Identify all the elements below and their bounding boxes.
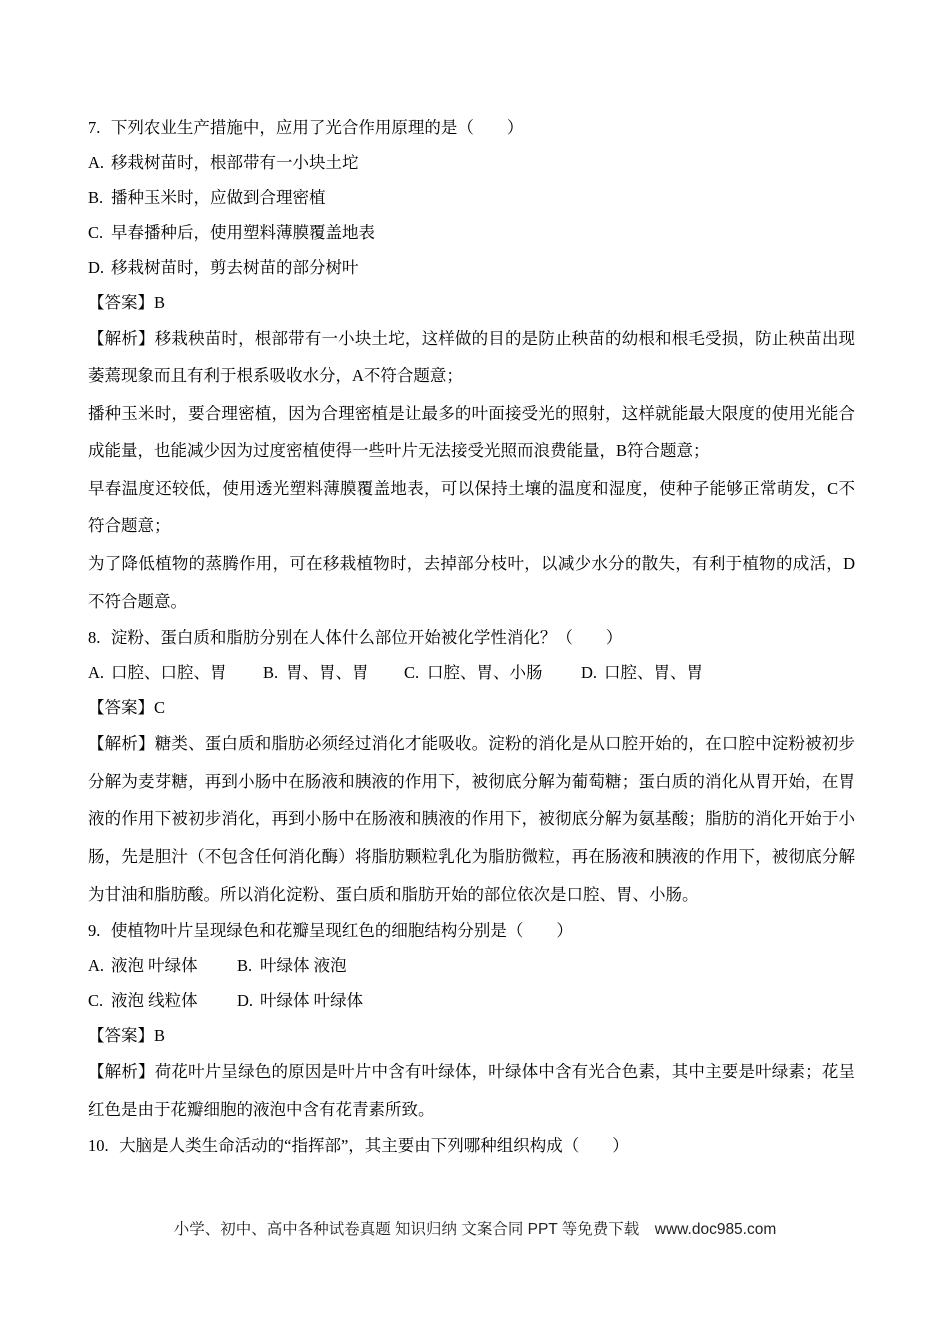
question-stem-line (88, 913, 855, 948)
question-number: 9. (88, 921, 101, 941)
question-10 (88, 1128, 855, 1163)
option-letter: B. (263, 663, 279, 683)
analysis (88, 725, 855, 913)
option-letter: A. (88, 152, 105, 172)
question-7 (88, 110, 855, 621)
option-text: 移栽树苗时，根部带有一小块土坨 (111, 152, 359, 172)
question-number: 8. (88, 628, 101, 648)
option-letter: C. (88, 222, 104, 242)
option-c (88, 215, 855, 250)
option-d (237, 983, 363, 1018)
option-text: 叶绿体 液泡 (260, 956, 347, 976)
option-text: 胃、胃、胃 (286, 663, 369, 683)
option-d (88, 250, 855, 285)
question-stem-line (88, 1128, 855, 1163)
option-letter: D. (88, 257, 105, 277)
options-row (88, 948, 855, 983)
option-a (88, 948, 198, 983)
answer-value: C (154, 698, 166, 718)
option-letter: C. (404, 663, 420, 683)
answer-label: 【答案】 (88, 1026, 154, 1046)
option-b (88, 180, 855, 215)
answer-line (88, 1018, 855, 1053)
options-row (88, 983, 855, 1018)
option-a (88, 655, 227, 690)
question-stem: 使植物叶片呈现绿色和花瓣呈现红色的细胞结构分别是（ ） (110, 921, 573, 941)
option-text: 播种玉米时，应做到合理密植 (111, 187, 326, 207)
option-text: 早春播种后，使用塑料薄膜覆盖地表 (111, 222, 375, 242)
option-letter: D. (237, 991, 254, 1011)
question-number: 10. (88, 1136, 109, 1156)
document-body (88, 110, 855, 1164)
question-stem-line (88, 110, 855, 145)
question-stem: 下列农业生产措施中，应用了光合作用原理的是（ ） (110, 117, 524, 137)
question-stem: 大脑是人类生命活动的“指挥部”，其主要由下列哪种组织构成（ ） (119, 1136, 629, 1156)
question-stem-line (88, 620, 855, 655)
analysis-line: 红色是由于花瓣细胞的液泡中含有花青素所致。 (88, 1099, 435, 1119)
option-letter: B. (237, 956, 253, 976)
option-letter: C. (88, 991, 104, 1011)
answer-line (88, 285, 855, 320)
question-9 (88, 913, 855, 1128)
answer-value: B (154, 1026, 166, 1046)
analysis-line (88, 1053, 855, 1091)
answer-label: 【答案】 (88, 698, 154, 718)
option-text: 口腔、口腔、胃 (111, 663, 227, 683)
analysis-line: 早春温度还较低，使用透光塑料薄膜覆盖地表，可以保持土壤的温度和湿度，使种子能够正常萌发，C不 (88, 478, 855, 498)
analysis-line: 为甘油和脂肪酸。所以消化淀粉、蛋白质和脂肪开始的部位依次是口腔、胃、小肠。 (88, 884, 699, 904)
page-footer: 小学、初中、高中各种试卷真题 知识归纳 文案合同 PPT 等免费下载 www.doc985.com (173, 1221, 777, 1238)
analysis (88, 320, 855, 621)
answer-value: B (154, 292, 166, 312)
analysis-line (88, 725, 855, 763)
analysis-text: 糖类、蛋白质和脂肪必须经过消化才能吸收。淀粉的消化是从口腔开始的，在口腔中淀粉被初步 (154, 734, 856, 754)
option-text: 叶绿体 叶绿体 (260, 991, 364, 1011)
option-text: 移栽树苗时，剪去树苗的部分树叶 (111, 257, 359, 277)
answer-line (88, 690, 855, 725)
option-text: 液泡 线粒体 (111, 991, 198, 1011)
analysis-line: 液的作用下被初步消化，再到小肠中在肠液和胰液的作用下，被彻底分解为氨基酸；脂肪的消化开始于小 (88, 809, 855, 829)
question-8 (88, 620, 855, 913)
option-letter: D. (581, 663, 598, 683)
question-number: 7. (88, 117, 101, 137)
analysis-line: 符合题意； (88, 516, 171, 536)
analysis-text: 荷花叶片呈绿色的原因是叶片中含有叶绿体，叶绿体中含有光合色素，其中主要是叶绿素；花呈 (154, 1062, 856, 1082)
analysis-line: 成能量，也能减少因为过度密植使得一些叶片无法接受光照而浪费能量，B符合题意； (88, 441, 710, 461)
option-a (88, 145, 855, 180)
answer-label: 【答案】 (88, 292, 154, 312)
option-letter: B. (88, 187, 104, 207)
option-b (237, 948, 347, 983)
option-b (263, 655, 369, 690)
option-text: 液泡 叶绿体 (111, 956, 198, 976)
analysis-line: 分解为麦芽糖，再到小肠中在肠液和胰液的作用下，被彻底分解为葡萄糖；蛋白质的消化从胃开始，在胃 (88, 771, 855, 791)
analysis-line: 肠，先是胆汁（不包含任何消化酶）将脂肪颗粒乳化为脂肪微粒，再在肠液和胰液的作用下，被彻底分解 (88, 847, 855, 867)
option-d (581, 655, 703, 690)
option-letter: A. (88, 956, 105, 976)
analysis-line: 为了降低植物的蒸腾作用，可在移栽植物时，去掉部分枝叶，以减少水分的散失，有利于植物的成活，D (88, 554, 855, 574)
analysis-line: 播种玉米时，要合理密植，因为合理密植是让最多的叶面接受光的照射，这样就能最大限度的使用光能合 (88, 403, 855, 423)
analysis-text: 移栽秧苗时，根部带有一小块土坨，这样做的目的是防止秧苗的幼根和根毛受损，防止秧苗出现 (154, 328, 856, 348)
analysis-label: 【解析】 (88, 328, 155, 348)
analysis-label: 【解析】 (88, 734, 155, 754)
option-text: 口腔、胃、胃 (604, 663, 703, 683)
option-text: 口腔、胃、小肠 (427, 663, 543, 683)
option-c (88, 983, 198, 1018)
option-letter: A. (88, 663, 105, 683)
question-stem: 淀粉、蛋白质和脂肪分别在人体什么部位开始被化学性消化？（ ） (110, 628, 623, 648)
option-c (404, 655, 543, 690)
analysis-label: 【解析】 (88, 1062, 155, 1082)
options-row (88, 655, 855, 690)
analysis (88, 1053, 855, 1128)
analysis-line: 不符合题意。 (88, 591, 187, 611)
analysis-line: 萎蔫现象而且有利于根系吸收水分，A不符合题意； (88, 366, 463, 386)
analysis-line (88, 320, 855, 358)
